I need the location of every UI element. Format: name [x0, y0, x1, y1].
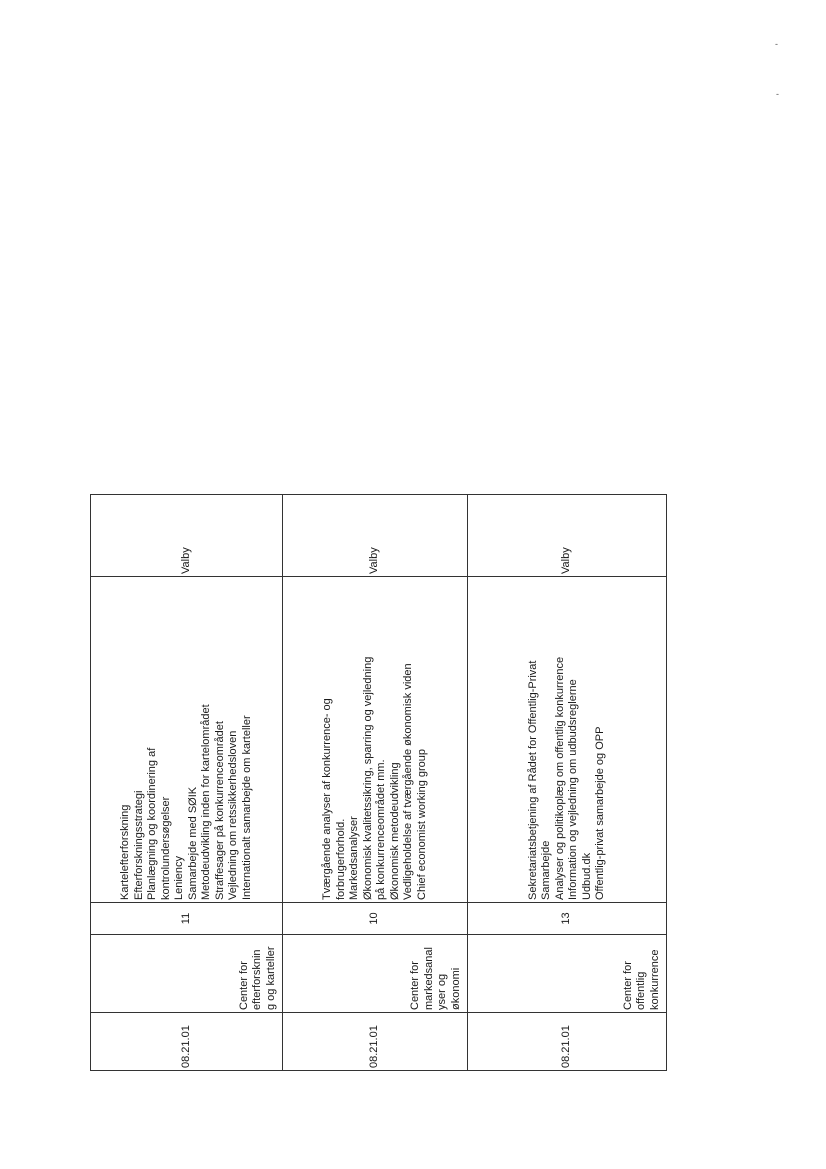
task-item: Efterforskningsstrategi: [132, 790, 145, 900]
staff-count-cell: [91, 903, 283, 935]
location-cell: [91, 495, 283, 577]
unit-name-line: offentlig: [635, 971, 647, 1010]
location-cell: [283, 495, 468, 577]
organization-table: [90, 494, 667, 1071]
staff-count-cell: [283, 903, 468, 935]
unit-name-line: Center for: [621, 961, 634, 1010]
task-item: Økonomisk metodeudvikling: [388, 762, 401, 900]
unit-name-line: yser og: [436, 973, 448, 1010]
task-item: Samarbejde med SØIK: [186, 786, 199, 900]
location: Valby: [368, 547, 381, 574]
margin-mark: -: [775, 39, 778, 49]
task-item: Chief economist working group: [415, 748, 428, 900]
table-row: [91, 495, 283, 1071]
task-item: Vedligeholdelse af tværgående økonomisk viden: [402, 663, 414, 900]
unit-name-line: Center for: [409, 961, 421, 1010]
task-item: Metodeudvikling inden for kartelområdet: [200, 704, 212, 900]
staff-count: 13: [560, 912, 573, 925]
unit-name-line: konkurrence: [648, 949, 661, 1010]
account-code-cell: [283, 1013, 468, 1071]
staff-count: 10: [368, 912, 381, 925]
account-code-cell: [468, 1013, 667, 1071]
table-wrapper: [90, 495, 666, 1071]
task-item: på konkurrenceområdet mm.: [375, 759, 387, 900]
account-code: 08.21.01: [368, 1025, 381, 1068]
task-item: Samarbejde: [540, 840, 552, 900]
margin-mark: -: [776, 89, 779, 99]
task-item: Straffesager på konkurrenceområdet: [213, 721, 226, 900]
task-list: [119, 579, 254, 900]
unit-name-line: g og karteller: [264, 946, 277, 1010]
task-item: Sekretariatsbetjening af Rådet for Offentlig-Privat: [526, 660, 539, 900]
task-item: Økonomisk kvalitetssikring, sparring og vejledning: [361, 656, 374, 900]
task-item: Internationalt samarbejde om karteller: [240, 715, 253, 900]
account-code: 08.21.01: [179, 1025, 192, 1068]
task-item: Analyser og politikoplæg om offentlig konkurrence: [553, 656, 566, 900]
table-row: [283, 495, 468, 1071]
task-list: [321, 579, 429, 900]
tasks-cell: [283, 577, 468, 903]
location-cell: [468, 495, 667, 577]
location: Valby: [560, 547, 573, 574]
staff-count: 11: [179, 912, 192, 925]
task-item: Vejledning om retssikkerhedsloven: [227, 730, 239, 900]
task-item: forbrugerforhold.: [334, 818, 347, 900]
unit-name-line: Center for: [237, 961, 250, 1010]
account-code-cell: [91, 1013, 283, 1071]
task-item: kontrolundersøgelser: [159, 796, 172, 900]
unit-name-cell: [283, 935, 468, 1013]
account-code: 08.21.01: [560, 1025, 573, 1068]
table-row: [468, 495, 667, 1071]
task-item: Planlægning og koordinering af: [146, 747, 158, 900]
location: Valby: [179, 547, 192, 574]
unit-name-cell: [468, 935, 667, 1013]
task-item: Tværgående analyser af konkurrence- og: [321, 698, 333, 900]
unit-name-cell: [91, 935, 283, 1013]
task-item: Markedsanalyser: [348, 816, 360, 900]
task-list: [527, 579, 608, 900]
task-item: Kartelefterforskning: [119, 804, 131, 900]
rotated-table-area: [90, 495, 666, 1071]
task-item: Udbud.dk: [580, 852, 593, 900]
task-item: Offentlig-privat samarbejde og OPP: [594, 726, 606, 900]
task-item: Information og vejledning om udbudsreglerne: [567, 679, 579, 900]
tasks-cell: [468, 577, 667, 903]
staff-count-cell: [468, 903, 667, 935]
tasks-cell: [91, 577, 283, 903]
unit-name-line: økonomi: [449, 967, 462, 1010]
task-item: Leniency: [173, 855, 185, 900]
unit-name-line: efterforsknin: [251, 949, 263, 1010]
unit-name-line: markedsanal: [422, 947, 435, 1010]
